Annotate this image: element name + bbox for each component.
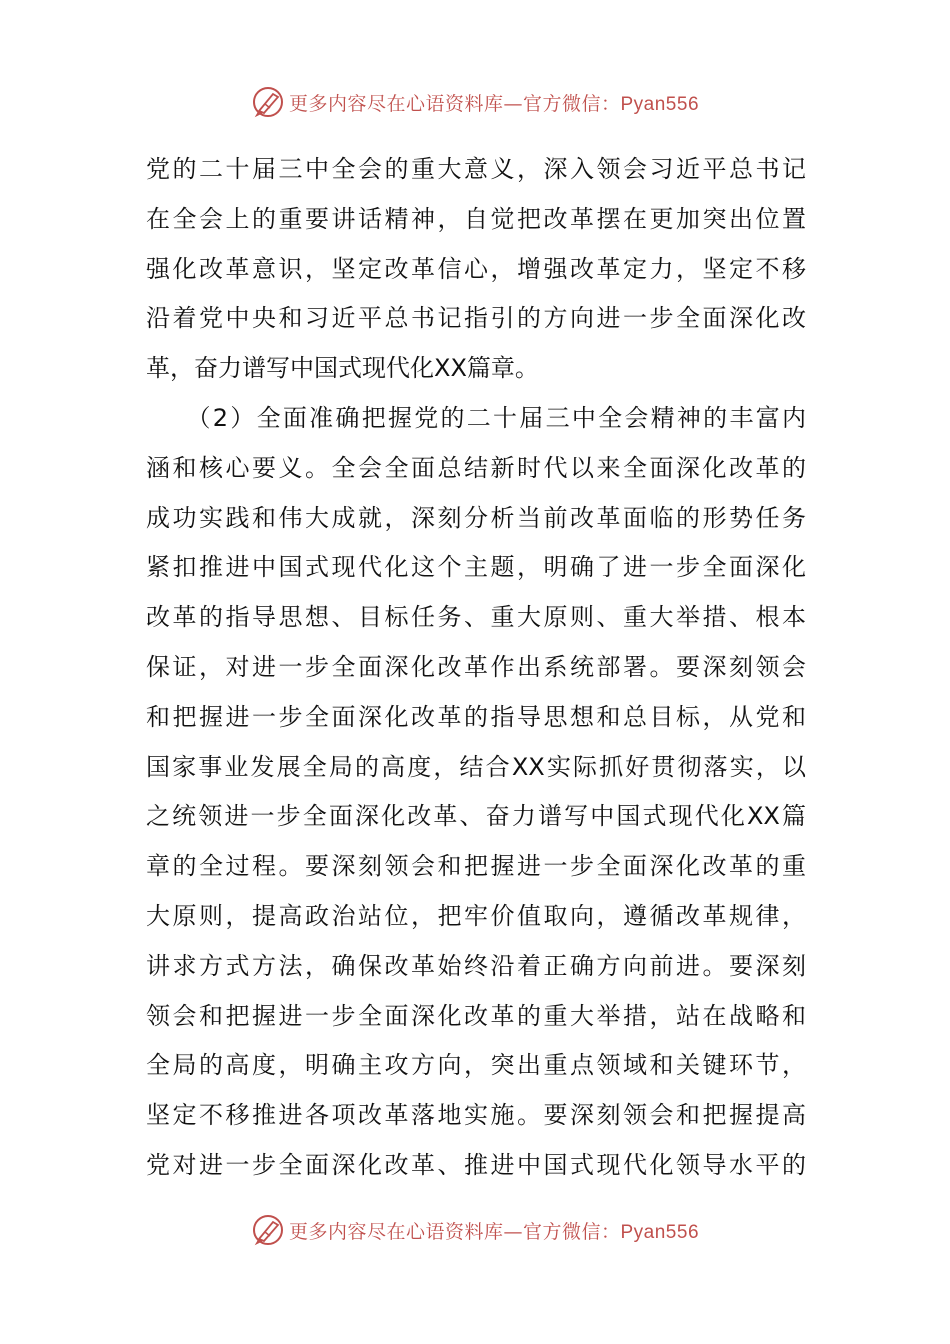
text-line: 在全会上的重要讲话精神，自觉把改革摆在更加突出位置 bbox=[146, 204, 806, 233]
text-line: 成功实践和伟大成就，深刻分析当前改革面临的形势任务 bbox=[146, 503, 806, 532]
wechat-id: Pyan556 bbox=[620, 1221, 700, 1243]
text-line: 强化改革意识，坚定改革信心，增强改革定力，坚定不移 bbox=[146, 254, 806, 283]
text-line: 国家事业发展全局的高度，结合XX实际抓好贯彻落实，以 bbox=[146, 752, 806, 781]
pen-nib-logo-icon bbox=[251, 85, 285, 119]
text-line: 党对进一步全面深化改革、推进中国式现代化领导水平的 bbox=[146, 1150, 806, 1179]
text-line: 改革的指导思想、目标任务、重大原则、重大举措、根本 bbox=[146, 603, 806, 632]
document-body bbox=[146, 145, 806, 1191]
watermark-text: 更多内容尽在心语资料库—官方微信：Pyan556 bbox=[288, 92, 700, 115]
text-line: 坚定不移推进各项改革落地实施。要深刻领会和把握提高 bbox=[146, 1101, 806, 1130]
text-line: 紧扣推进中国式现代化这个主题，明确了进一步全面深化 bbox=[146, 553, 806, 582]
text-line: 涵和核心要义。全会全面总结新时代以来全面深化改革的 bbox=[146, 453, 806, 482]
watermark-text: 更多内容尽在心语资料库—官方微信：Pyan556 bbox=[288, 1220, 700, 1243]
text-line: 保证，对进一步全面深化改革作出系统部署。要深刻领会 bbox=[146, 652, 806, 681]
pen-nib-logo-icon bbox=[251, 1213, 285, 1247]
header-watermark bbox=[0, 82, 950, 122]
text-line: 沿着党中央和习近平总书记指引的方向进一步全面深化改 bbox=[146, 304, 806, 333]
text-line: （2）全面准确把握党的二十届三中全会精神的丰富内 bbox=[146, 403, 806, 432]
wechat-id: Pyan556 bbox=[620, 93, 700, 115]
text-line: 党的二十届三中全会的重大意义，深入领会习近平总书记 bbox=[146, 155, 806, 183]
footer-watermark bbox=[0, 1210, 950, 1250]
text-line: 和把握进一步全面深化改革的指导思想和总目标，从党和 bbox=[146, 702, 806, 731]
text-line: 领会和把握进一步全面深化改革的重大举措，站在战略和 bbox=[146, 1001, 806, 1030]
text-line: 全局的高度，明确主攻方向，突出重点领域和关键环节， bbox=[146, 1051, 806, 1080]
text-line: 讲求方式方法，确保改革始终沿着正确方向前进。要深刻 bbox=[146, 951, 806, 980]
text-line: 大原则，提高政治站位，把牢价值取向，遵循改革规律， bbox=[146, 901, 806, 930]
text-line: 章的全过程。要深刻领会和把握进一步全面深化改革的重 bbox=[146, 852, 806, 881]
text-line: 革，奋力谱写中国式现代化XX篇章。 bbox=[146, 354, 539, 383]
text-line: 之统领进一步全面深化改革、奋力谱写中国式现代化XX篇 bbox=[146, 802, 806, 831]
